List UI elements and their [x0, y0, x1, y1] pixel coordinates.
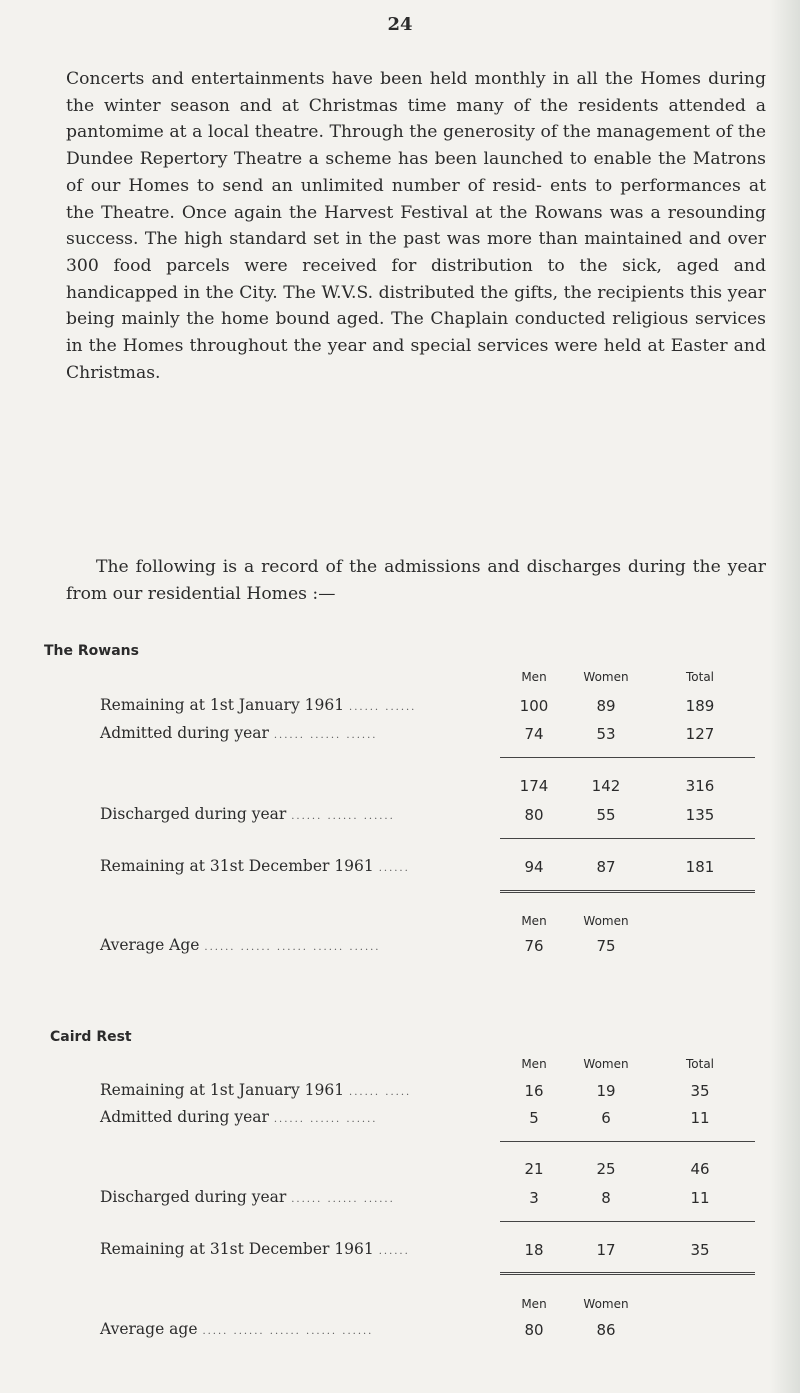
table-cell-women: 17: [596, 1241, 616, 1259]
table-cell-men: 100: [519, 697, 549, 715]
table-cell-total: 181: [685, 858, 715, 876]
table-cell-women: 142: [591, 777, 621, 795]
table-cell-women: 87: [596, 858, 616, 876]
caird-age-header-men: Men: [521, 1297, 547, 1311]
rule-double: [500, 1272, 755, 1275]
table-row-label: Remaining at 1st January 1961 ...... .....: [100, 1081, 412, 1099]
caird-title: Caird Rest: [50, 1029, 132, 1045]
table-cell-men: 21: [524, 1160, 544, 1178]
caird-age-header-women: Women: [583, 1297, 629, 1311]
rule-subtotal: [500, 1141, 755, 1142]
rowans-age-header-women: Women: [583, 914, 629, 928]
table-cell-total: 127: [685, 725, 715, 743]
table-cell-men: 80: [524, 1321, 544, 1339]
table-cell-total: 11: [690, 1109, 710, 1127]
table-row-label: Average Age ...... ...... ...... ...... ......: [100, 936, 381, 954]
table-row-label: Remaining at 31st December 1961 ......: [100, 857, 410, 875]
table-cell-men: 94: [524, 858, 544, 876]
table-cell-total: 35: [690, 1082, 710, 1100]
table-cell-total: 35: [690, 1241, 710, 1259]
table-cell-men: 3: [529, 1189, 539, 1207]
rule-remaining: [500, 838, 755, 839]
table-row-label: Admitted during year ...... ...... ......: [100, 1108, 378, 1126]
table-cell-men: 16: [524, 1082, 544, 1100]
table-cell-women: 8: [601, 1189, 611, 1207]
page-edge-shadow: [770, 0, 800, 1393]
table-cell-women: 55: [596, 806, 616, 824]
table-row-label: Average age ..... ...... ...... ...... ......: [100, 1320, 374, 1338]
rowans-title: The Rowans: [44, 643, 139, 659]
table-cell-women: 6: [601, 1109, 611, 1127]
table-cell-total: 11: [690, 1189, 710, 1207]
rule-subtotal: [500, 757, 755, 758]
table-cell-total: 189: [685, 697, 715, 715]
table-row-label: Remaining at 1st January 1961 ...... ......: [100, 696, 417, 714]
table-cell-women: 75: [596, 937, 616, 955]
caird-header-total: Total: [685, 1057, 715, 1071]
table-row-label: Remaining at 31st December 1961 ......: [100, 1240, 410, 1258]
paragraph-admissions-intro: The following is a record of the admissions and discharges during the year from our residential Homes :—: [66, 557, 766, 604]
rule-remaining: [500, 1221, 755, 1222]
table-row-label: Discharged during year ...... ...... ......: [100, 1188, 395, 1206]
table-cell-total: 135: [685, 806, 715, 824]
table-cell-men: 18: [524, 1241, 544, 1259]
rowans-header-women: Women: [583, 670, 629, 684]
caird-header-women: Women: [583, 1057, 629, 1071]
table-cell-men: 80: [524, 806, 544, 824]
table-row-label: Discharged during year ...... ...... ......: [100, 805, 395, 823]
paragraph-entertainments: Concerts and entertainments have been held monthly in all the Homes during the winter season and at Christmas time many of the residents attended a pantomime at a local theatre. Through the generosity of the management of the Dundee Repertory Theatre a scheme has been launched to enable the Matrons of our Homes to send an unlimited number of resid- ents to performances at the Theatre. Once again the Harvest Festival at the Rowans was a resounding success. The high standard set in the past was more than maintained and over 300 food parcels were received for distribution to the sick, aged and handicapped in the City. The W.V.S. distributed the gifts, the recipients this year being mainly the home bound aged. The Chaplain conducted religious services in the Homes throughout the year and special services were held at Easter and Christmas.: [66, 69, 766, 383]
table-cell-men: 174: [519, 777, 549, 795]
table-cell-men: 74: [524, 725, 544, 743]
table-cell-total: 316: [685, 777, 715, 795]
table-cell-men: 76: [524, 937, 544, 955]
rowans-age-header-men: Men: [521, 914, 547, 928]
rowans-header-total: Total: [685, 670, 715, 684]
table-cell-women: 86: [596, 1321, 616, 1339]
page-number: 24: [387, 14, 413, 35]
rule-double: [500, 890, 755, 893]
table-cell-total: 46: [690, 1160, 710, 1178]
table-cell-women: 53: [596, 725, 616, 743]
table-cell-men: 5: [529, 1109, 539, 1127]
table-cell-women: 19: [596, 1082, 616, 1100]
table-cell-women: 25: [596, 1160, 616, 1178]
table-cell-women: 89: [596, 697, 616, 715]
caird-header-men: Men: [521, 1057, 547, 1071]
rowans-header-men: Men: [521, 670, 547, 684]
table-row-label: Admitted during year ...... ...... ......: [100, 724, 378, 742]
